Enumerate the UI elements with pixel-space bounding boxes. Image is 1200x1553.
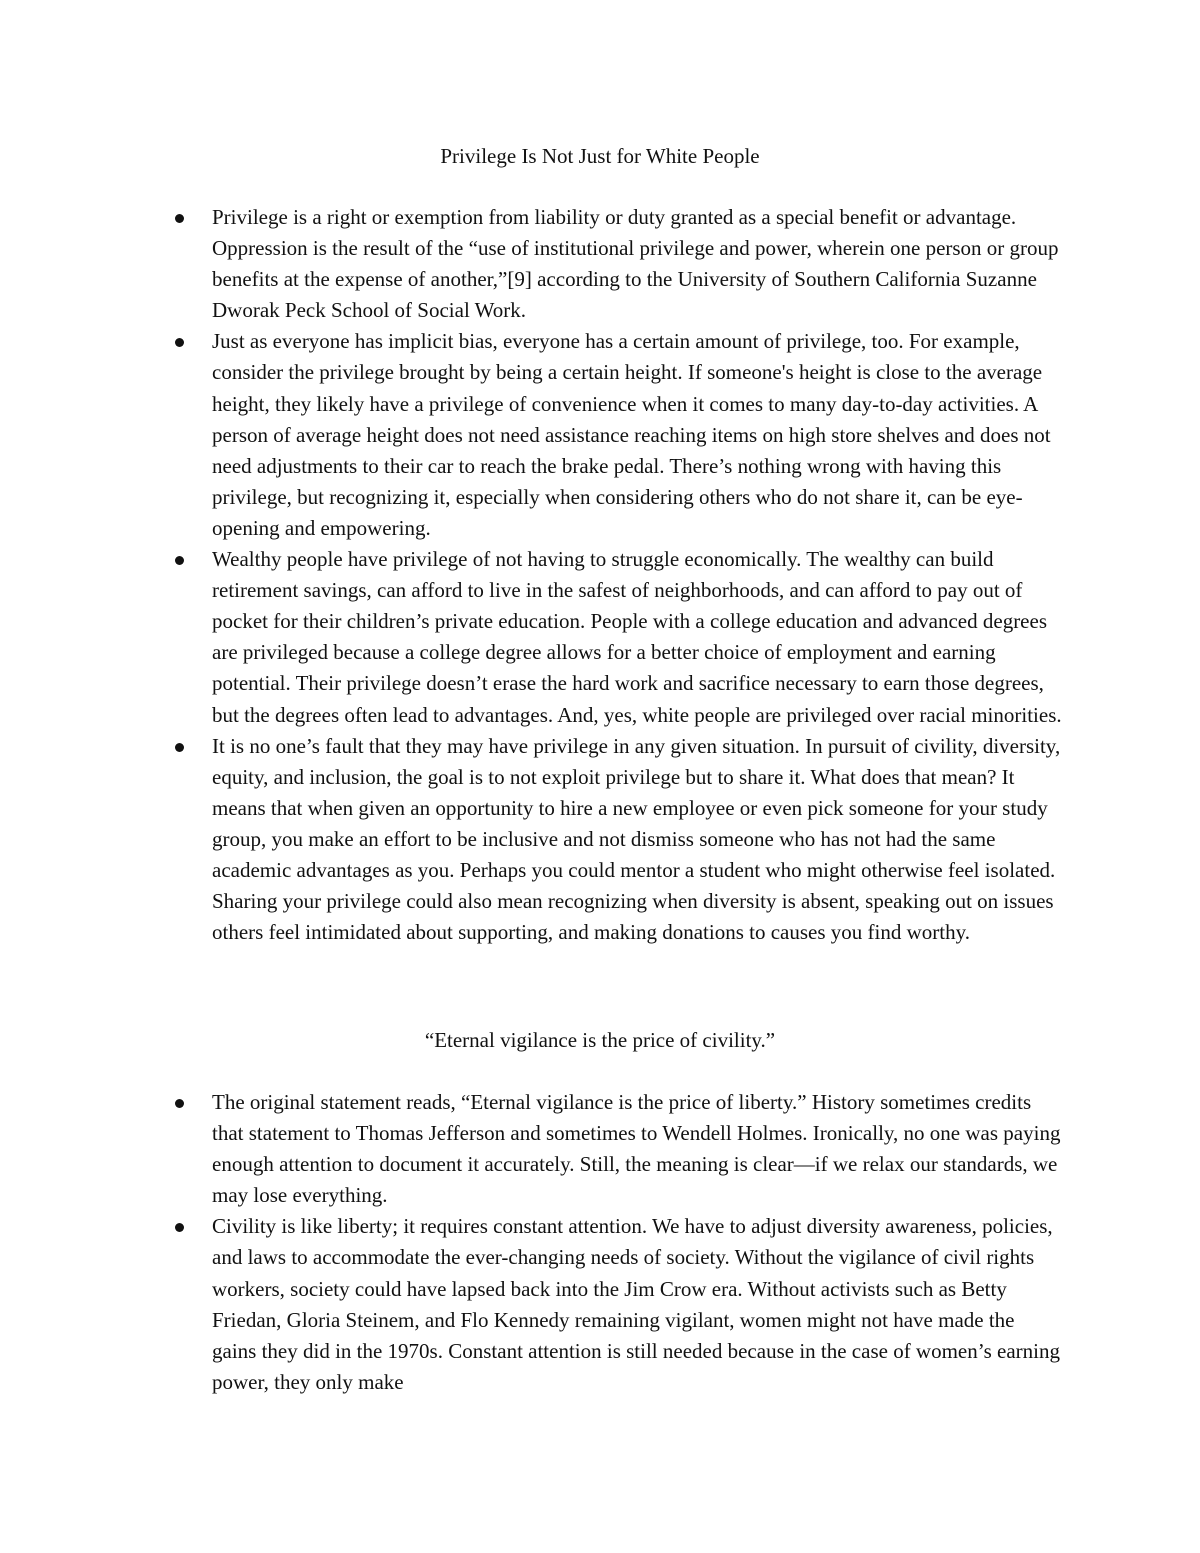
list-item	[0, 731, 1200, 949]
bullet-list-vigilance	[0, 1087, 1200, 1398]
list-item	[0, 544, 1200, 731]
paragraph-text: Privilege is a right or exemption from liability or duty granted as a special benefit or advantage. Oppression is the result of the “use of institutional privilege and power, wherein one person or group benefits at the expense of another,”[9] according to the University of Southern California Suzanne Dworak Peck School of Social Work.	[212, 205, 1059, 323]
bullet-dot-icon	[175, 1223, 184, 1232]
paragraph-text: Just as everyone has implicit bias, everyone has a certain amount of privilege, too. For example, consider the privilege brought by being a certain height. If someone's height is close to the average height, they likely have a privilege of convenience when it comes to many day-to-day activities. A person of average height does not need assistance reaching items on high store shelves and does not need adjustments to their car to reach the brake pedal. There’s nothing wrong with having this privilege, but recognizing it, especially when considering others who do not share it, can be eye-opening and empowering.	[212, 329, 1051, 540]
list-item	[0, 326, 1200, 544]
page-title: Privilege Is Not Just for White People	[440, 144, 760, 168]
list-item	[0, 1087, 1200, 1211]
paragraph-text: Civility is like liberty; it requires constant attention. We have to adjust diversity awareness, policies, and laws to accommodate the ever-changing needs of society. Without the vigilance of civil rights workers, society could have lapsed back into the Jim Crow era. Without activists such as Betty Friedan, Gloria Steinem, and Flo Kennedy remaining vigilant, women might not have made the gains they did in the 1970s. Constant attention is still needed because in the case of women’s earning power, they only make	[212, 1214, 1060, 1394]
list-item	[0, 1211, 1200, 1398]
bullet-dot-icon	[175, 338, 184, 347]
paragraph-text: It is no one’s fault that they may have privilege in any given situation. In pursuit of civility, diversity, equity, and inclusion, the goal is to not exploit privilege but to share it. What does that mean? It means that when given an opportunity to hire a new employee or even pick someone for your study group, you make an effort to be inclusive and not dismiss someone who has not had the same academic advantages as you. Perhaps you could mentor a student who might otherwise feel isolated. Sharing your privilege could also mean recognizing when diversity is absent, speaking out on issues others feel intimidated about supporting, and making donations to causes you find worthy.	[212, 733, 1061, 945]
paragraph-text: The original statement reads, “Eternal vigilance is the price of liberty.” History sometimes credits that statement to Thomas Jefferson and sometimes to Wendell Holmes. Ironically, no one was paying enough attention to document it accurately. Still, the meaning is clear—if we relax our standards, we may lose everything.	[212, 1090, 1061, 1208]
list-item	[0, 202, 1200, 326]
bullet-dot-icon	[175, 743, 184, 752]
paragraph-text: Wealthy people have privilege of not having to struggle economically. The wealthy can build retirement savings, can afford to live in the safest of neighborhoods, and can afford to pay out of pocket for their children’s private education. People with a college education and advanced degrees are privileged because a college degree allows for a better choice of employment and earning potential. Their privilege doesn’t erase the hard work and sacrifice necessary to earn those degrees, but the degrees often lead to advantages. And, yes, white people are privileged over racial minorities.	[212, 547, 1062, 727]
bullet-dot-icon	[175, 214, 184, 223]
section-quote: “Eternal vigilance is the price of civility.”	[424, 1028, 776, 1052]
bullet-dot-icon	[175, 1099, 184, 1108]
bullet-dot-icon	[175, 556, 184, 565]
bullet-list-privilege	[0, 202, 1200, 948]
